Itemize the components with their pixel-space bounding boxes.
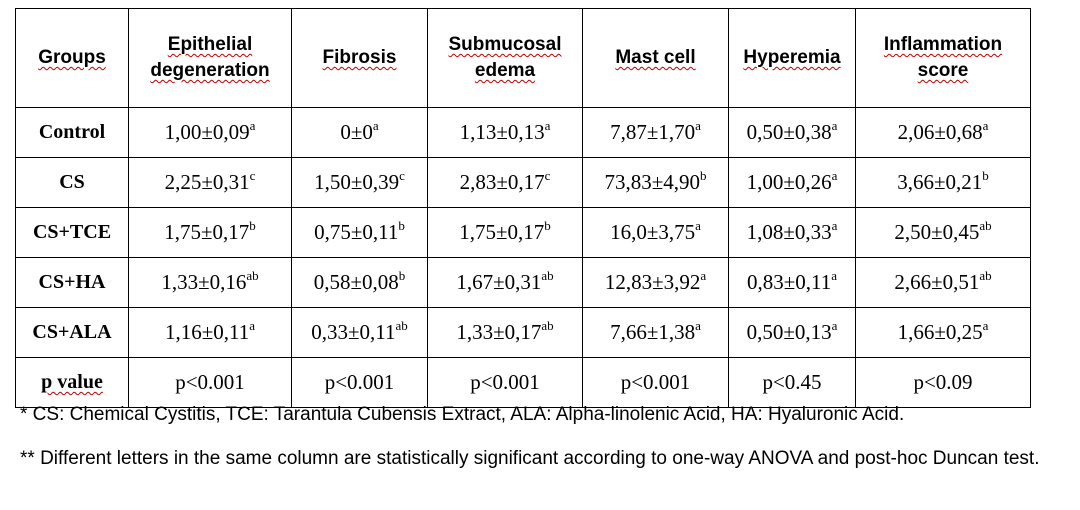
- cell-value: 1,67±0,31: [456, 270, 542, 294]
- significance-letter: ab: [541, 268, 554, 283]
- significance-letter: a: [831, 318, 838, 333]
- value-cell: [129, 158, 292, 208]
- value-cell: [292, 308, 428, 358]
- value-cell: [292, 108, 428, 158]
- cell-value: p<0.45: [762, 370, 822, 394]
- header-text: Hyperemia: [743, 47, 841, 68]
- group-cell: [16, 158, 129, 208]
- value-cell: [583, 108, 729, 158]
- significance-letter: a: [831, 218, 838, 233]
- significance-letter: ab: [979, 218, 992, 233]
- value-cell: [428, 108, 583, 158]
- cell-value: 2,83±0,17: [459, 170, 545, 194]
- group-label: Control: [38, 121, 106, 143]
- significance-letter: b: [398, 218, 405, 233]
- cell-value: 3,66±0,21: [897, 170, 983, 194]
- table-body: [16, 108, 1031, 408]
- cell-value: 16,0±3,75: [610, 220, 696, 244]
- value-cell: [129, 308, 292, 358]
- value-cell: [856, 308, 1031, 358]
- table-row: [16, 108, 1031, 158]
- cell-value: p<0.001: [470, 370, 540, 394]
- value-cell: [292, 258, 428, 308]
- value-cell: [292, 208, 428, 258]
- cell-value: 2,25±0,31: [164, 170, 250, 194]
- value-cell: [292, 158, 428, 208]
- significance-letter: a: [695, 318, 701, 333]
- table-row: [16, 308, 1031, 358]
- value-cell: [729, 108, 856, 158]
- value-cell: [729, 208, 856, 258]
- value-cell: [129, 108, 292, 158]
- value-cell: [856, 108, 1031, 158]
- group-cell: [16, 358, 129, 408]
- cell-value: 0,58±0,08: [313, 270, 399, 294]
- cell-value: 73,83±4,90: [604, 170, 701, 194]
- header-epithelial-degeneration: [129, 9, 292, 108]
- value-cell: [856, 358, 1031, 408]
- table-row: [16, 358, 1031, 408]
- value-cell: [428, 358, 583, 408]
- significance-letter: a: [372, 118, 379, 133]
- cell-value: 2,66±0,51: [894, 270, 980, 294]
- value-cell: [129, 358, 292, 408]
- significance-letter: a: [831, 168, 838, 183]
- cell-value: 1,08±0,33: [746, 220, 832, 244]
- value-cell: [583, 208, 729, 258]
- header-text: Submucosal: [448, 34, 562, 55]
- significance-letter: b: [700, 168, 707, 183]
- group-cell: [16, 208, 129, 258]
- significance-letter: b: [398, 268, 406, 283]
- value-cell: [583, 158, 729, 208]
- value-cell: [856, 158, 1031, 208]
- results-table: [15, 8, 1031, 408]
- cell-value: 1,50±0,39: [314, 170, 400, 194]
- significance-letter: b: [249, 218, 256, 233]
- table-row: [16, 258, 1031, 308]
- footnotes: [20, 402, 1075, 472]
- header-text-line2: score: [917, 60, 969, 81]
- header-fibrosis: [292, 9, 428, 108]
- value-cell: [729, 158, 856, 208]
- cell-value: 0±0: [340, 120, 373, 144]
- cell-value: 1,33±0,17: [456, 320, 542, 344]
- group-cell: [16, 308, 129, 358]
- value-cell: [856, 208, 1031, 258]
- value-cell: [428, 208, 583, 258]
- group-label: p value: [41, 371, 103, 393]
- group-cell: [16, 108, 129, 158]
- cell-value: 7,66±1,38: [610, 320, 696, 344]
- table-row: [16, 208, 1031, 258]
- value-cell: [292, 358, 428, 408]
- cell-value: 1,00±0,09: [164, 120, 250, 144]
- header-groups: [16, 9, 129, 108]
- cell-value: 1,75±0,17: [164, 220, 250, 244]
- cell-value: p<0.001: [620, 370, 691, 394]
- cell-value: 0,50±0,13: [746, 320, 832, 344]
- header-row: [16, 9, 1031, 108]
- significance-letter: a: [249, 318, 256, 333]
- header-inflammation-score: [856, 9, 1031, 108]
- significance-letter: ab: [541, 318, 554, 333]
- group-label: CS+TCE: [32, 221, 112, 243]
- cell-value: 1,75±0,17: [459, 220, 545, 244]
- significance-letter: a: [700, 268, 707, 283]
- header-text: Epithelial: [167, 34, 253, 55]
- significance-letter: a: [831, 118, 838, 133]
- header-text: Mast cell: [615, 47, 696, 68]
- cell-value: 1,16±0,11: [164, 320, 250, 344]
- cell-value: 2,50±0,45: [894, 220, 980, 244]
- value-cell: [583, 308, 729, 358]
- significance-letter: ab: [395, 318, 408, 333]
- cell-value: 7,87±1,70: [610, 120, 696, 144]
- significance-letter: ab: [246, 268, 259, 283]
- group-label: CS: [59, 171, 85, 193]
- group-cell: [16, 258, 129, 308]
- header-mast-cell: [583, 9, 729, 108]
- cell-value: 2,06±0,68: [897, 120, 983, 144]
- significance-letter: c: [249, 168, 256, 183]
- header-text: Fibrosis: [322, 47, 397, 68]
- header-submucosal-edema: [428, 9, 583, 108]
- header-text: Groups: [38, 47, 106, 68]
- significance-letter: c: [399, 168, 405, 183]
- significance-letter: ab: [979, 268, 992, 283]
- cell-value: 1,33±0,16: [161, 270, 247, 294]
- value-cell: [428, 158, 583, 208]
- header-text-line2: edema: [474, 60, 536, 81]
- header-text-line2: degeneration: [150, 60, 270, 81]
- cell-value: 0,50±0,38: [746, 120, 832, 144]
- value-cell: [583, 358, 729, 408]
- significance-letter: b: [982, 168, 989, 183]
- cell-value: 1,13±0,13: [459, 120, 545, 144]
- significance-letter: a: [695, 218, 701, 233]
- cell-value: p<0.09: [913, 370, 973, 394]
- table-row: [16, 158, 1031, 208]
- cell-value: 0,83±0,11: [746, 270, 832, 294]
- significance-letter: a: [249, 118, 256, 133]
- group-label: CS+ALA: [32, 321, 112, 343]
- significance-letter: a: [982, 318, 989, 333]
- cell-value: 1,66±0,25: [897, 320, 983, 344]
- header-hyperemia: [729, 9, 856, 108]
- value-cell: [856, 258, 1031, 308]
- significance-letter: b: [544, 218, 551, 233]
- value-cell: [729, 308, 856, 358]
- significance-letter: a: [831, 268, 838, 283]
- value-cell: [729, 258, 856, 308]
- value-cell: [428, 308, 583, 358]
- significance-letter: a: [695, 118, 701, 133]
- value-cell: [729, 358, 856, 408]
- significance-letter: a: [544, 118, 551, 133]
- cell-value: p<0.001: [324, 370, 395, 394]
- cell-value: 0,75±0,11: [314, 220, 399, 244]
- value-cell: [129, 208, 292, 258]
- footnote-significance: ** Different letters in the same column are statistically significant according to one-way ANOVA and post-hoc Duncan test.: [20, 448, 1040, 469]
- cell-value: 12,83±3,92: [604, 270, 701, 294]
- group-label: CS+HA: [38, 271, 106, 293]
- cell-value: p<0.001: [175, 370, 245, 394]
- cell-value: 1,00±0,26: [746, 170, 832, 194]
- value-cell: [129, 258, 292, 308]
- cell-value: 0,33±0,11: [311, 320, 396, 344]
- footnote-abbreviations: * CS: Chemical Cystitis, TCE: Tarantula Cubensis Extract, ALA: Alpha-linolenic Acid, HA: Hyaluronic Acid.: [20, 404, 905, 425]
- significance-letter: c: [544, 168, 551, 183]
- significance-letter: a: [982, 118, 989, 133]
- value-cell: [583, 258, 729, 308]
- header-text: Inflammation: [883, 34, 1003, 55]
- value-cell: [428, 258, 583, 308]
